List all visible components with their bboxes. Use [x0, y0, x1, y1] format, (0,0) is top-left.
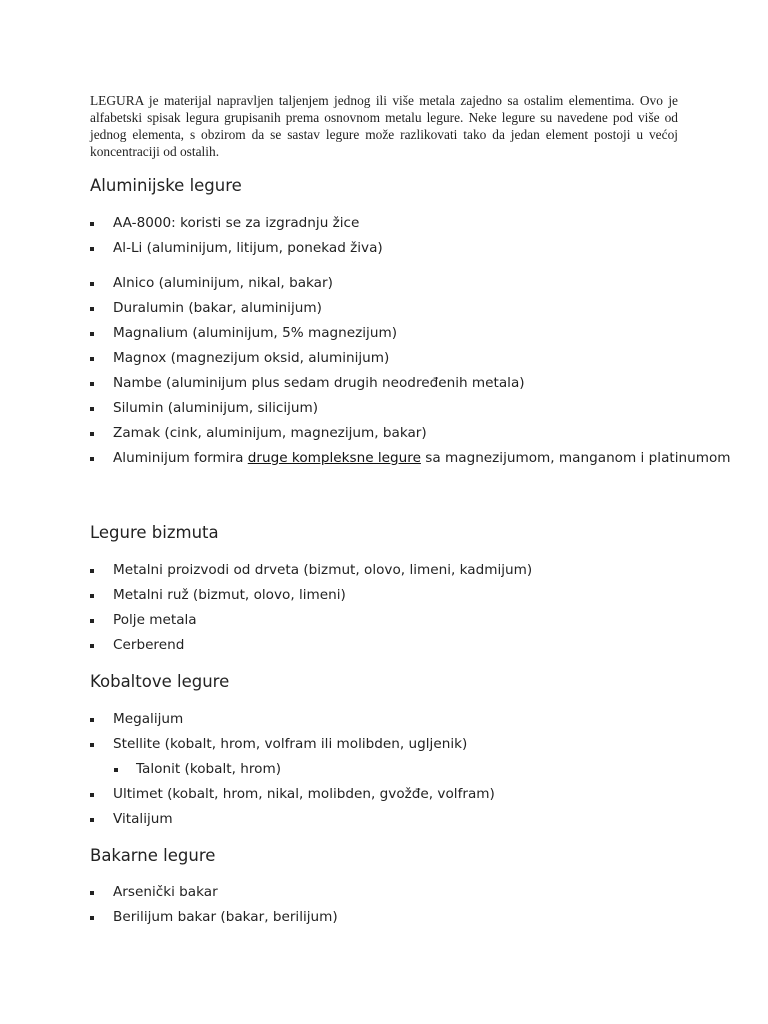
- bullet-icon: [90, 594, 94, 598]
- bullet-icon: [90, 818, 94, 822]
- bullet-icon: [90, 432, 94, 436]
- heading-bismuth: Legure bizmuta: [90, 523, 219, 542]
- bullet-icon: [90, 247, 94, 251]
- bullet-icon: [90, 382, 94, 386]
- bullet-icon: [90, 222, 94, 226]
- bullet-icon: [90, 891, 94, 895]
- bullet-icon: [90, 916, 94, 920]
- bullet-icon: [90, 718, 94, 722]
- bullet-icon: [114, 768, 118, 772]
- bullet-icon: [90, 569, 94, 573]
- list-item-text: Aluminijum formira druge kompleksne legure sa magnezijumom, manganom i platinumom: [113, 450, 731, 466]
- bullet-icon: [90, 619, 94, 623]
- heading-cobalt: Kobaltove legure: [90, 672, 230, 691]
- bullet-icon: [90, 282, 94, 286]
- bullet-icon: [90, 307, 94, 311]
- document-page: LEGURA je materijal napravljen taljenjem jednog ili više metala zajedno sa ostalim elementima. Ovo je alfabetski spisak legura grupisanih prema osnovnom metalu legure. Neke legure su navedene pod više od jednog elementa, s obzirom da se sastav legure može razlikovati tako da jedan element postoji u većoj koncentraciji od ostalih. Aluminijske legure AA-8000: koristi se za izgradnju žice Al-Li (aluminijum, litijum, ponekad živa) Alnico (aluminijum, nikal, bakar) Duralumin (bakar, aluminijum) Magnalium (aluminijum, 5% magnezijum) Magnox (magnezijum oksid, aluminijum) Nambe (aluminijum plus sedam drugih neodređenih metala) Silumin (aluminijum, silicijum) Zamak (cink, aluminijum, magnezijum, bakar) Aluminijum formira druge kompleksne legure sa magnezijumom, manganom i platinumom Legure bizmuta Metalni proizvodi od drveta (bizmut, olovo, limeni, kadmijum) Metalni ruž (bizmut, olovo, limeni) Polje metala Cerberend Kobaltove legure Megalijum Stellite (kobalt, hrom, volfram ili molibden, ugljenik) Talonit (kobalt, hrom) Ultimet (kobalt, hrom, nikal, molibden, gvožđe, volfram) Vitalijum Bakarne legure Arsenički bakar Berilijum bakar (bakar, berilijum): [90, 93, 731, 925]
- bullet-icon: [90, 357, 94, 361]
- bullet-icon: [90, 407, 94, 411]
- complex-alloys-link[interactable]: druge kompleksne legure: [247, 450, 421, 466]
- bullet-icon: [90, 457, 94, 461]
- intro-paragraph: LEGURA je materijal napravljen taljenjem jednog ili više metala zajedno sa ostalim elementima. Ovo je alfabetski spisak legura grupisanih prema osnovnom metalu legure. Neke legure su navedene pod više od jednog elementa, s obzirom da se sastav legure može razlikovati tako da jedan element postoji u većoj koncentraciji od ostalih.: [90, 93, 678, 159]
- bullet-icon: [90, 743, 94, 747]
- bullet-icon: [90, 332, 94, 336]
- heading-copper: Bakarne legure: [90, 846, 216, 865]
- bullet-icon: [90, 793, 94, 797]
- heading-aluminum: Aluminijske legure: [90, 176, 242, 195]
- bullet-icon: [90, 644, 94, 648]
